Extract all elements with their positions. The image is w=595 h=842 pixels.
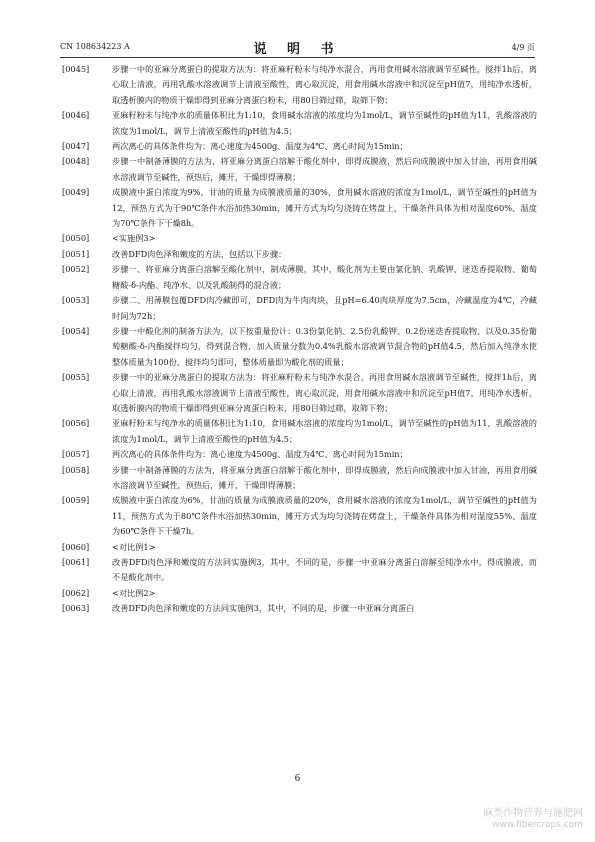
paragraph [62, 586, 537, 601]
paragraph-number: [0055] [62, 372, 90, 383]
paragraph-text: <对比例1> [112, 541, 156, 552]
paragraph-number: [0051] [62, 248, 90, 259]
paragraph [62, 416, 537, 447]
paragraph [62, 447, 537, 462]
paragraph-number: [0063] [62, 603, 90, 614]
watermark-url: www.fibercrops.com [492, 820, 583, 830]
paragraph-text: 步骤一、将亚麻分离蛋白溶解至酸化剂中，制成薄膜，其中，酸化剂为主要由氯化钠、乳酸钾、迷迭香提取物、葡萄糖酸-δ-内酯、纯净水、以及乳酸制得的混合液； [112, 264, 537, 290]
paragraph [62, 463, 537, 494]
paragraph-text: <对比例2> [112, 587, 156, 598]
paragraph-text: 改善DFD肉色泽和嫩度的方法同实施例3，其中，不同的是，步骤一中亚麻分离蛋白溶解至纯净水中，得成膜液，而不是酸化剂中。 [112, 557, 537, 583]
paragraph [62, 62, 537, 108]
paragraph-text: <实施例3> [112, 233, 156, 244]
paragraph-text: 步骤一中酸化剂的制备方法为，以下按重量份计：0.3份氯化钠、2.5份乳酸钾、0.2份迷迭香提取物、以及0.35份葡萄糖酸-δ-内酯搅拌均匀，得到混合物，加入质量分数为0.4%乳酸水溶液调节混合物的pH值4.5，然后加入纯净水使整体质量为100份，搅拌均匀即可，整体质量即为酸化剂的质量； [112, 325, 537, 367]
page-header [60, 38, 535, 56]
paragraph [62, 370, 537, 416]
page-number: 6 [294, 774, 301, 784]
paragraph-text: 步骤一中的亚麻分离蛋白的提取方法为：将亚麻籽粉末与纯净水混合，再用食用碱水溶液调节至碱性，搅拌1h后，离心取上清液，再用乳酸水溶液调节上清液至酸性，离心取沉淀，用食用碱水溶液中和沉淀至pH值7，用纯净水透析，取透析膜内的物质干燥即得到亚麻分离蛋白粉末，用80目筛过筛，取筛下物； [112, 64, 537, 105]
paragraph-text: 步骤二、用薄膜包覆DFD肉冷藏即可，DFD肉为牛肉肉块，且pH=6.40肉块厚度为7.5cm，冷藏温度为4℃，冷藏时间为72h； [112, 295, 537, 321]
paragraph-text: 两次离心的具体条件均为：离心速度为4500g、温度为4℃、离心时间为15min； [112, 449, 408, 460]
paragraph-text: 亚麻籽粉末与纯净水的质量体积比为1:10，食用碱水溶液的浓度均为1mol/L，调节至碱性的pH值为11，乳酸溶液的浓度为1mol/L，调节上清液至酸性的pH值为4.5； [112, 110, 537, 136]
paragraph-text: 成膜液中蛋白浓度为9%，甘油的质量为成膜液质量的30%，食用碱水溶液的浓度为1mol/L，调节至碱性的pH值为12，预热方式为于90℃条件水浴加热30min，摊开方式为均匀浇铸在烤盘上，干燥条件具体为相对湿度60%、温度为70℃条件下干燥8h。 [112, 187, 537, 229]
paragraph-text: 步骤一中的亚麻分离蛋白的提取方法为：将亚麻籽粉末与纯净水混合，再用食用碱水溶液调节至碱性，搅拌1h后，离心取上清液，再用乳酸水溶液调节上清液至酸性，离心取沉淀，用食用碱水溶液中和沉淀至pH值7，用纯净水透析，取透析膜内的物质干燥即得到亚麻分离蛋白粉末，用80目筛过筛，取筛下物； [112, 372, 537, 413]
paragraph-number: [0061] [62, 557, 90, 567]
paragraph-number: [0059] [62, 495, 90, 506]
paragraph [62, 555, 537, 586]
paragraph-number: [0052] [62, 264, 90, 275]
paragraph [62, 601, 537, 616]
document-body [62, 62, 537, 617]
paragraph-number: [0048] [62, 156, 90, 167]
paragraph [62, 108, 537, 139]
paragraph-number: [0050] [62, 233, 90, 244]
paragraph-text: 改善DFD肉色泽和嫩度的方法同实施例3，其中，不同的是，步骤一中亚麻分离蛋白 [112, 603, 415, 614]
paragraph-number: [0056] [62, 418, 90, 429]
paragraph [62, 247, 537, 262]
paragraph-text: 改善DFD肉色泽和嫩度的方法，包括以下步骤： [112, 248, 287, 259]
paragraph-number: [0045] [62, 64, 90, 74]
paragraph-text: 亚麻籽粉末与纯净水的质量体积比为1:10，食用碱水溶液的浓度均为1mol/L，调节至碱性的pH值为11，乳酸溶液的浓度为1mol/L，调节上清液至酸性的pH值为4.5； [112, 418, 537, 444]
paragraph-number: [0054] [62, 325, 90, 336]
paragraph-number: [0057] [62, 449, 90, 460]
watermark-site-name: 麻类作物营养与施肥网 [483, 808, 583, 819]
header-rule [60, 57, 535, 58]
page-ratio: 4/9 页 [511, 43, 535, 52]
paragraph [62, 154, 537, 185]
paragraph [62, 293, 537, 324]
paragraph-number: [0047] [62, 141, 90, 152]
document-title: 说 明 书 [253, 42, 342, 57]
paragraph-text: 成膜液中蛋白浓度为6%，甘油的质量为成膜液质量的20%，食用碱水溶液的浓度为1mol/L，调节至碱性的pH值为11，预热方式为于80℃条件水浴加热30min，摊开方式为均匀浇铸在烤盘上，干燥条件具体为相对湿度55%、温度为60℃条件下干燥7h。 [112, 495, 537, 537]
paragraph-text: 步骤一中制备薄膜的方法为，将亚麻分离蛋白溶解于酸化剂中，即得成膜液，然后向成膜液中加入甘油，再用食用碱水溶液调节至碱性，预热后，摊开，干燥即得薄膜； [112, 156, 537, 182]
paragraph [62, 493, 537, 539]
watermark [483, 808, 583, 831]
paragraph [62, 139, 537, 154]
paragraph [62, 324, 537, 370]
paragraph-number: [0053] [62, 295, 90, 306]
paragraph [62, 185, 537, 231]
paragraph [62, 231, 537, 246]
paragraph-number: [0060] [62, 541, 90, 552]
paragraph-text: 两次离心的具体条件均为：离心速度为4500g、温度为4℃、离心时间为15min； [112, 141, 408, 152]
paragraph-number: [0049] [62, 187, 90, 198]
paragraph-number: [0058] [62, 464, 90, 475]
paragraph-text: 步骤一中制备薄膜的方法为，将亚麻分离蛋白溶解于酸化剂中，即得成膜液，然后向成膜液中加入甘油，再用食用碱水溶液调节至碱性，预热后，摊开，干燥即得薄膜； [112, 464, 537, 490]
paragraph-number: [0046] [62, 110, 90, 121]
paragraph [62, 262, 537, 293]
paragraph-number: [0062] [62, 587, 90, 598]
patent-number: CN 108634223 A [60, 42, 130, 51]
paragraph [62, 540, 537, 555]
